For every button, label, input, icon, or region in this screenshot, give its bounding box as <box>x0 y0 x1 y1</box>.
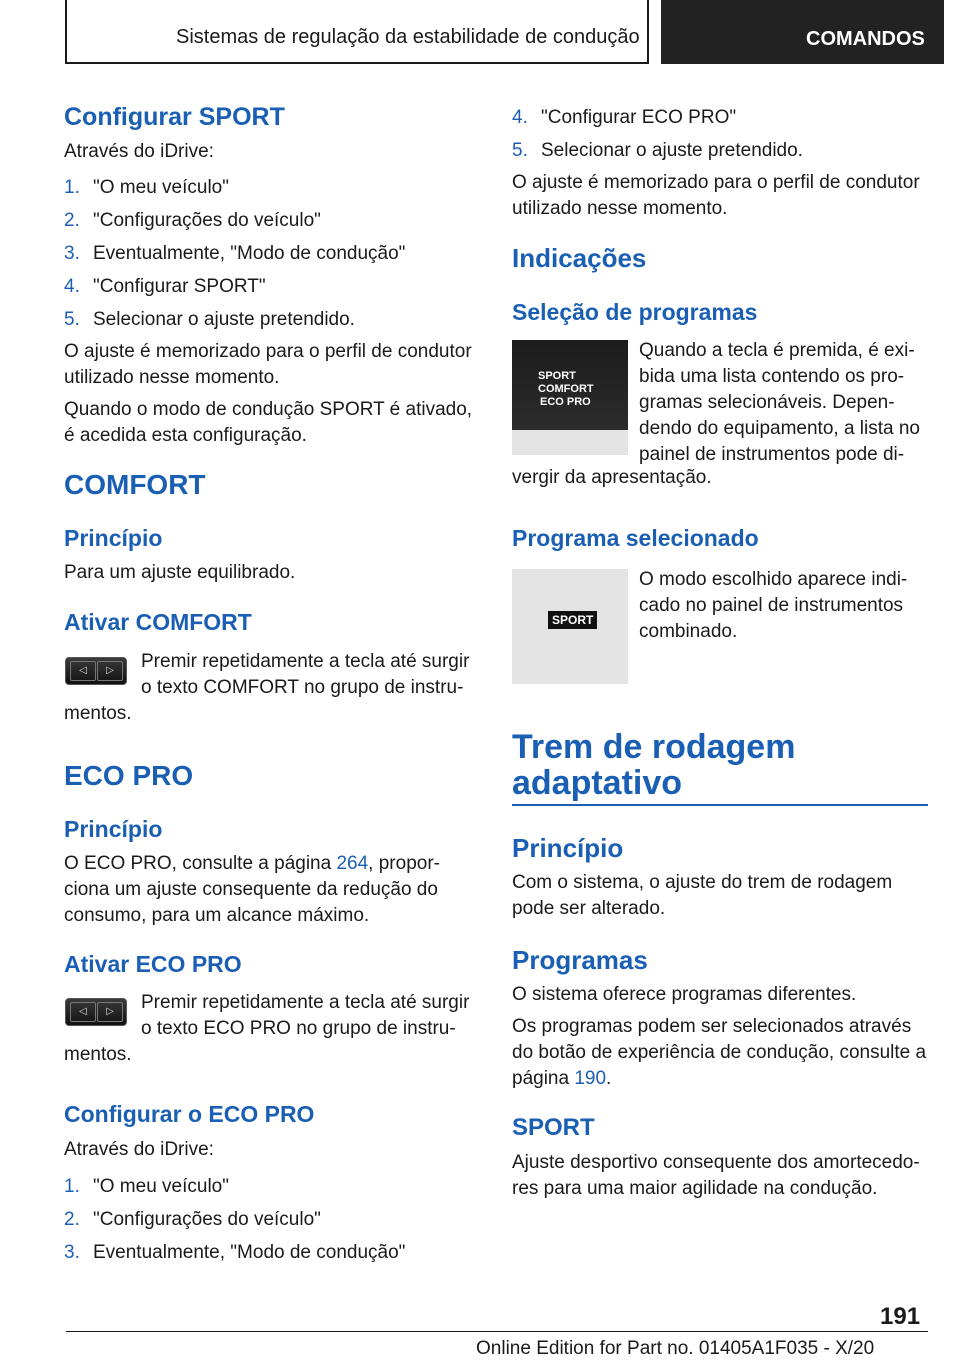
paragraph-line: dendo do equipamento, a lista no <box>639 418 920 439</box>
heading-ativar-eco-pro: Ativar ECO PRO <box>64 951 242 977</box>
heading-eco-pro: ECO PRO <box>64 760 194 791</box>
paragraph-line: O ECO PRO, consulte a página 264, propor- <box>64 853 440 874</box>
heading-ativar-comfort: Ativar COMFORT <box>64 609 252 635</box>
paragraph-line: cado no painel de instrumentos <box>639 595 904 616</box>
paragraph-line: é acedida esta configuração. <box>64 425 307 446</box>
paragraph-line: O sistema oferece programas diferentes. <box>512 984 857 1005</box>
edition-footer: Online Edition for Part no. 01405A1F035 - X/20 <box>476 1338 875 1359</box>
heading-rule <box>512 804 928 806</box>
heading-programa-selecionado: Programa selecionado <box>512 525 759 551</box>
page-number: 191 <box>880 1303 921 1330</box>
list-item: 5. Selecionar o ajuste pretendido. <box>512 140 803 161</box>
paragraph-line: o texto COMFORT no grupo de instru- <box>141 677 464 698</box>
menu-item-label: SPORT <box>538 370 576 382</box>
list-item: 2. "Configurações do veículo" <box>64 1209 321 1230</box>
selection-menu-image <box>512 340 628 455</box>
heading-sport: SPORT <box>512 1114 595 1141</box>
paragraph-line: painel de instrumentos pode di- <box>639 444 905 465</box>
menu-item-label: COMFORT <box>538 383 594 395</box>
heading-indicacoes: Indicações <box>512 243 647 273</box>
paragraph-line: do botão de experiência de condução, consulte a <box>512 1042 927 1063</box>
paragraph-line: mentos. <box>64 1044 132 1065</box>
heading-programas: Programas <box>512 945 648 975</box>
selected-program-image <box>512 569 628 684</box>
paragraph-line: vergir da apresentação. <box>512 467 712 488</box>
sport-badge: SPORT <box>548 611 597 629</box>
list-item: 2. "Configurações do veículo" <box>64 210 321 231</box>
paragraph-line: o texto ECO PRO no grupo de instru- <box>141 1018 456 1039</box>
page-link-190[interactable]: 190 <box>574 1068 607 1089</box>
heading-principio: Princípio <box>64 525 163 551</box>
paragraph-line: res para uma maior agilidade na condução. <box>512 1178 878 1199</box>
chapter-heading-line: Trem de rodagem <box>512 728 796 766</box>
list-item: 4. "Configurar ECO PRO" <box>512 107 737 128</box>
paragraph-line: Para um ajuste equilibrado. <box>64 562 296 583</box>
paragraph-line: O ajuste é memorizado para o perfil de condutor <box>64 341 472 362</box>
list-item: 1. "O meu veículo" <box>64 1176 229 1197</box>
heading-principio: Princípio <box>64 816 163 842</box>
paragraph-line: Os programas podem ser selecionados através <box>512 1016 912 1037</box>
paragraph-line: combinado. <box>639 621 738 642</box>
paragraph-line: gramas selecionáveis. Depen- <box>639 392 895 413</box>
chapter-heading-line: adaptativo <box>512 764 683 802</box>
mode-button-icon: ◁ ▷ <box>65 657 127 685</box>
paragraph-line: utilizado nesse momento. <box>512 198 728 219</box>
heading-configurar-eco-pro: Configurar o ECO PRO <box>64 1101 315 1127</box>
paragraph-line: mentos. <box>64 703 132 724</box>
heading-comfort: COMFORT <box>64 469 206 500</box>
paragraph-line: ciona um ajuste consequente da redução do <box>64 879 438 900</box>
paragraph-line: pode ser alterado. <box>512 898 666 919</box>
mode-button-icon: ◁ ▷ <box>65 998 127 1026</box>
heading-principio: Princípio <box>512 833 624 863</box>
list-item: 3. Eventualmente, "Modo de condução" <box>64 1242 406 1263</box>
paragraph-line: bida uma lista contendo os pro- <box>639 366 905 387</box>
paragraph-line: O ajuste é memorizado para o perfil de condutor <box>512 172 920 193</box>
paragraph-line: utilizado nesse momento. <box>64 367 280 388</box>
paragraph-line: Premir repetidamente a tecla até surgir <box>141 651 470 672</box>
list-item: 1. "O meu veículo" <box>64 177 229 198</box>
footer-rule <box>66 1331 928 1332</box>
paragraph-line: Quando o modo de condução SPORT é ativado, <box>64 399 473 420</box>
list-item: 4. "Configurar SPORT" <box>64 276 266 297</box>
via-idrive-text: Através do iDrive: <box>64 141 214 162</box>
paragraph-line: Com o sistema, o ajuste do trem de rodagem <box>512 872 893 893</box>
list-item: 5. Selecionar o ajuste pretendido. <box>64 309 355 330</box>
heading-selecao-programas: Seleção de programas <box>512 299 758 325</box>
via-idrive-text: Através do iDrive: <box>64 1139 214 1160</box>
page-link-264[interactable]: 264 <box>336 853 369 874</box>
paragraph-line: Premir repetidamente a tecla até surgir <box>141 992 470 1013</box>
paragraph-line: consumo, para um alcance máximo. <box>64 905 370 926</box>
paragraph-line: O modo escolhido aparece indi- <box>639 569 908 590</box>
menu-item-label: ECO PRO <box>540 396 591 408</box>
paragraph-line: página 190. <box>512 1068 612 1089</box>
paragraph-line: Ajuste desportivo consequente dos amortecedo- <box>512 1152 920 1173</box>
list-item: 3. Eventualmente, "Modo de condução" <box>64 243 406 264</box>
paragraph-line: Quando a tecla é premida, é exi- <box>639 340 915 361</box>
section-title: Sistemas de regulação da estabilidade de condução <box>176 26 640 48</box>
chapter-tab-label: COMANDOS <box>806 28 925 50</box>
heading-configurar-sport: Configurar SPORT <box>64 103 285 131</box>
